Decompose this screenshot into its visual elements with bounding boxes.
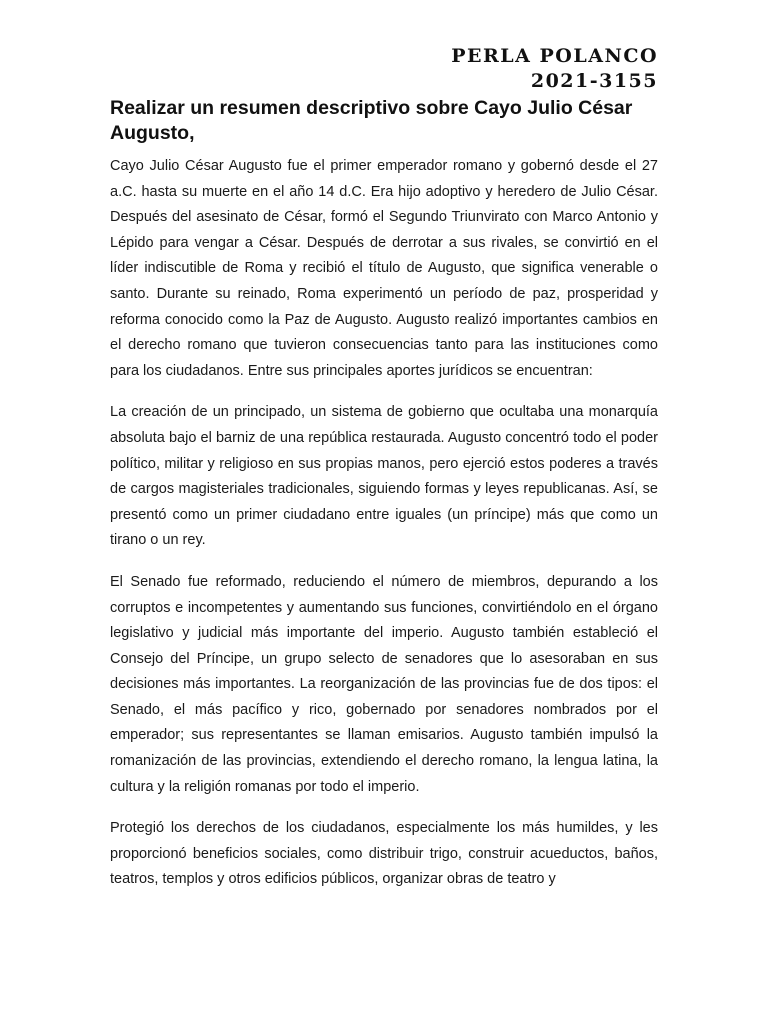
paragraph-principado: La creación de un principado, un sistema de gobierno que ocultaba una monarquía absoluta bajo el barniz de una república restaurada. Augusto concentró todo el poder político, militar y religioso en sus propias manos, pero ejerció estos poderes a través de cargos magisteriales tradicionales, siguiendo formas y leyes republicanas. Así, se presentó como un primer ciudadano entre iguales (un príncipe) más que como un tirano o un rey. xyxy=(110,404,658,549)
document-page xyxy=(110,44,658,909)
author-name: PERLA POLANCO xyxy=(451,45,658,67)
paragraph-derechos: Protegió los derechos de los ciudadanos, especialmente los más humildes, y les proporcionó beneficios sociales, como distribuir trigo, construir acueductos, baños, teatros, templos y otros edificios públicos, organizar obras de teatro y xyxy=(110,820,658,888)
paragraph-intro: Cayo Julio César Augusto fue el primer emperador romano y gobernó desde el 27 a.C. hasta su muerte en el año 14 d.C. Era hijo adoptivo y heredero de Julio César. Después del asesinato de César, formó el Segundo Triunvirato con Marco Antonio y Lépido para vengar a César. Después de derrotar a sus rivales, se convirtió en el líder indiscutible de Roma y recibió el título de Augusto, que significa venerable o santo. Durante su reinado, Roma experimentó un período de paz, prosperidad y reforma conocido como la Paz de Augusto. Augusto realizó importantes cambios en el derecho romano que tuvieron consecuencias tanto para las instituciones como para los ciudadanos. Entre sus principales aportes jurídicos se encuentran: xyxy=(110,158,658,379)
author-block xyxy=(110,44,658,94)
paragraph-senado: El Senado fue reformado, reduciendo el número de miembros, depurando a los corruptos e incompetentes y aumentando sus funciones, convirtiéndolo en el órgano legislativo y judicial más importante del imperio. Augusto también estableció el Consejo del Príncipe, un grupo selecto de senadores que lo asesoraban en sus decisiones más importantes. La reorganización de las provincias fue de dos tipos: el Senado, el más pacífico y rico, gobernado por senadores nombrados por el emperador; sus representantes se llaman emisarios. Augusto también impulsó la romanización de las provincias, extendiendo el derecho romano, la lengua latina, la cultura y la religión romanas por todo el imperio. xyxy=(110,573,658,795)
student-id: 2021-3155 xyxy=(530,70,658,92)
document-title: Realizar un resumen descriptivo sobre Cayo Julio César Augusto, xyxy=(110,97,633,144)
